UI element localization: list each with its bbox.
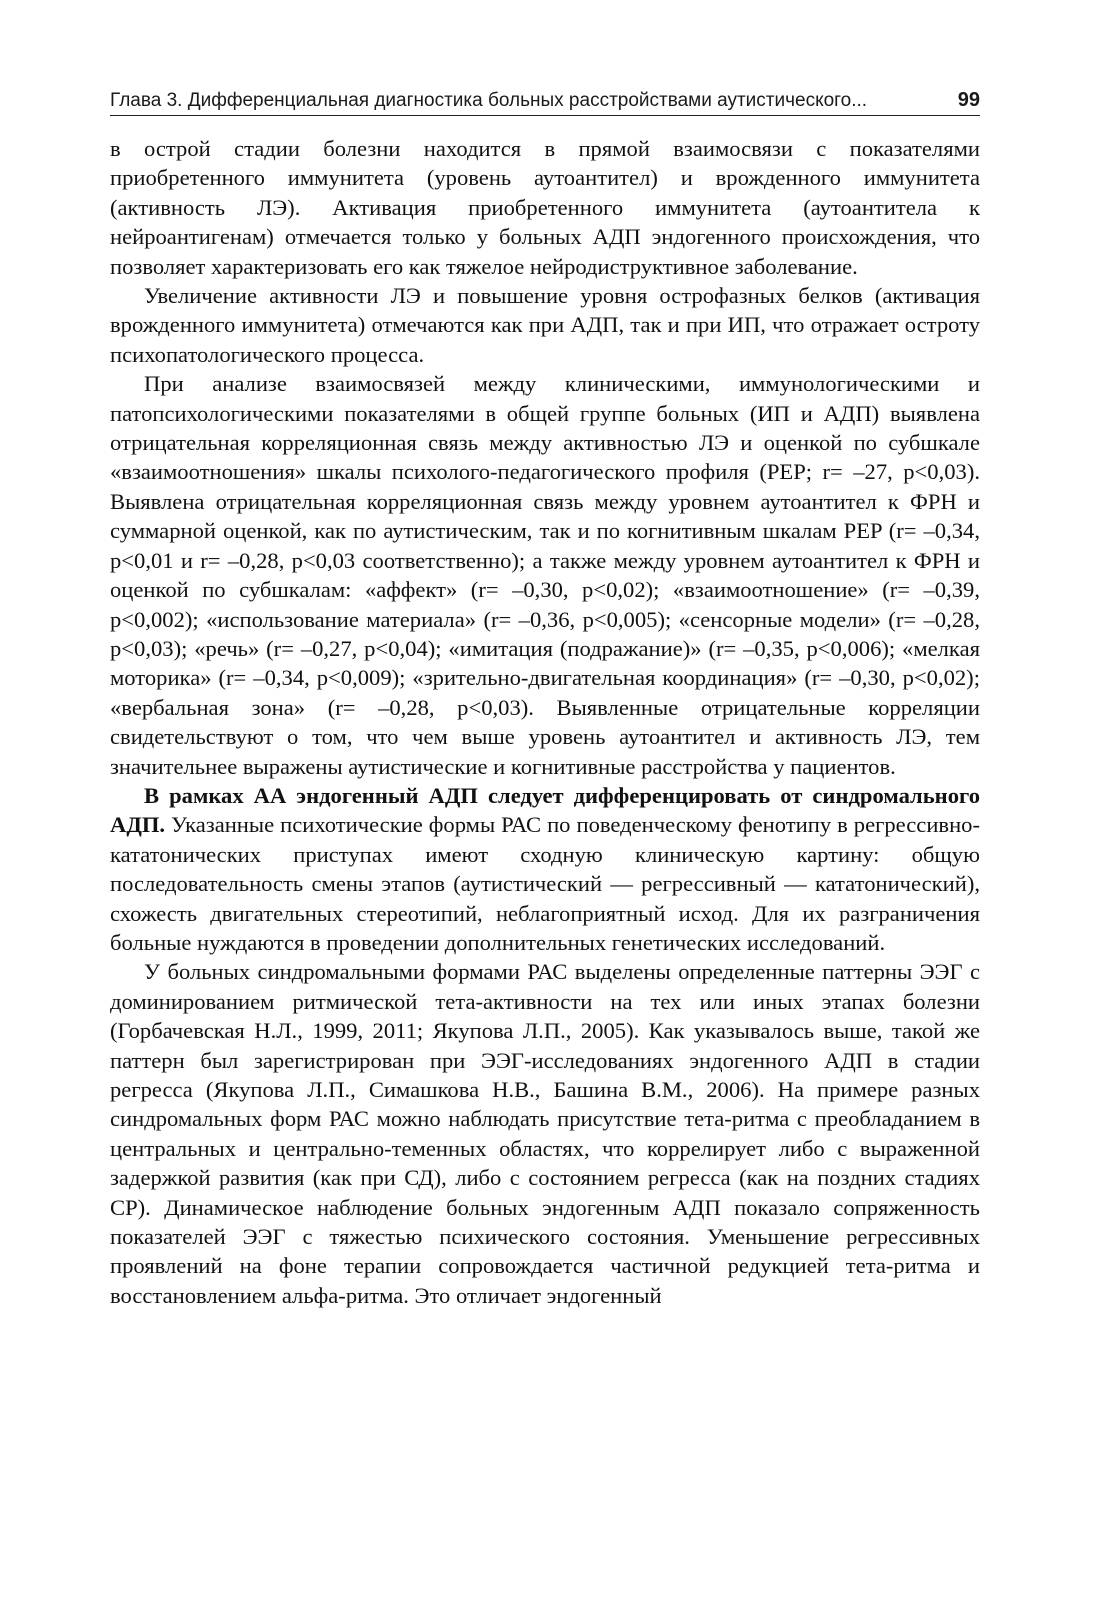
paragraph-3 (110, 369, 980, 781)
paragraph-text: При анализе взаимосвязей между клиническими, иммунологическими и патопсихологическими показателями в общей группе больных (ИП и АДП) выявлена отрицательная корреляционная связь между активностью ЛЭ и оценкой по субшкале «взаимоотношения» шкалы психолого-педагогического профиля (PEP; r= –27, p<0,03). Выявлена отрицательная корреляционная связь между уровнем аутоантител к ФРН и суммарной оценкой, как по аутистическим, так и по когнитивным шкалам PEP (r= –0,34, p<0,01 и r= –0,28, p<0,03 соответственно); а также между уровнем аутоантител к ФРН и оценкой по субшкалам: «аффект» (r= –0,30, p<0,02); «взаимоотношение» (r= –0,39, p<0,002); «использование материала» (r= –0,36, p<0,005); «сенсорные модели» (r= –0,28, p<0,03); «речь» (r= –0,27, p<0,04); «имитация (подражание)» (r= –0,35, p<0,006); «мелкая моторика» (r= –0,34, p<0,009); «зрительно-двигательная координация» (r= –0,30, p<0,02); «вербальная зона» (r= –0,28, p<0,03). Выявленные отрицательные корреляции свидетельствуют о том, что чем выше уровень аутоантител и активность ЛЭ, тем значительнее выражены аутистические и когнитивные расстройства у пациентов. (110, 371, 980, 779)
paragraph-2 (110, 281, 980, 369)
paragraph-text: У больных синдромальными формами РАС выделены определенные паттерны ЭЭГ с доминированием ритмической тета-активности на тех или иных этапах болезни (Горбачевская Н.Л., 1999, 2011; Якупова Л.П., 2005). Как указывалось выше, такой же паттерн был зарегистрирован при ЭЭГ-исследованиях эндогенного АДП в стадии регресса (Якупова Л.П., Симашкова Н.В., Башина В.М., 2006). На примере разных синдромальных форм РАС можно наблюдать присутствие тета-ритма с преобладанием в центральных и центрально-теменных областях, что коррелирует либо с выраженной задержкой развития (как при СД), либо с состоянием регресса (как на поздних стадиях СР). Динамическое наблюдение больных эндогенным АДП показало сопряженность показателей ЭЭГ с тяжестью психического состояния. Уменьшение регрессивных проявлений на фоне терапии сопровождается частичной редукцией тета-ритма и восстановлением альфа-ритма. Это отличает эндогенный (110, 959, 980, 1308)
chapter-title: Глава 3. Дифференциальная диагностика больных расстройствами аутистического... (110, 90, 868, 111)
body-text (110, 134, 980, 1310)
running-header (110, 86, 980, 116)
paragraph-5 (110, 957, 980, 1310)
page-number: 99 (957, 89, 980, 111)
paragraph-text: Указанные психотические формы РАС по поведенческому фенотипу в регрессивно-кататонических приступах имеют сходную клиническую картину: общую последовательность смены этапов (аутистический — регрессивный — кататонический), схожесть двигательных стереотипий, неблагоприятный исход. Для их разграничения больные нуждаются в проведении дополнительных генетических исследований. (110, 812, 980, 955)
paragraph-4 (110, 781, 980, 957)
paragraph-1 (110, 134, 980, 281)
paragraph-bold-lead: В рамках АА эндогенный АДП следует дифференцировать от синдромального АДП. (110, 782, 980, 838)
paragraph-text: Увеличение активности ЛЭ и повышение уровня острофазных белков (активация врожденного иммунитета) отмечаются как при АДП, так и при ИП, что отражает остроту психопатологического процесса. (110, 283, 980, 367)
paragraph-text: в острой стадии болезни находится в прямой взаимосвязи с показателями приобретенного иммунитета (уровень аутоантител) и врожденного иммунитета (активность ЛЭ). Активация приобретенного иммунитета (аутоантитела к нейроантигенам) отмечается только у больных АДП эндогенного происхождения, что позволяет характеризовать его как тяжелое нейродиструктивное заболевание. (110, 136, 980, 279)
